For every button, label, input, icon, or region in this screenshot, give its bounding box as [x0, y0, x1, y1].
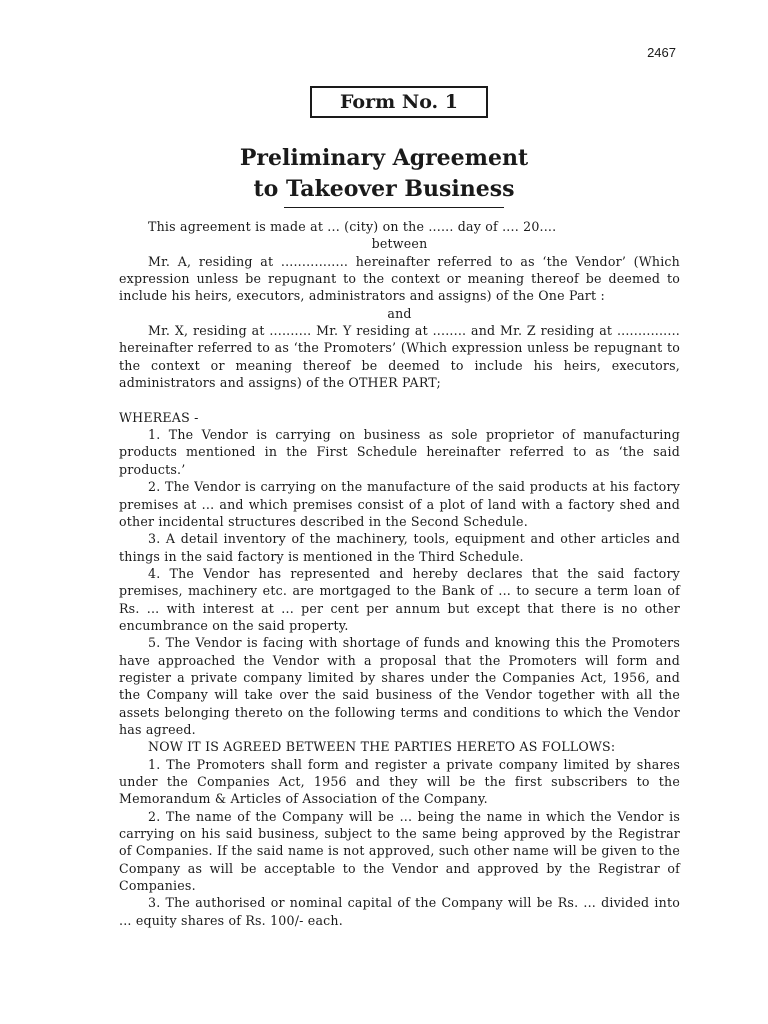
recital-3: 3. A detail inventory of the machinery, tools, equipment and other articles and things in the said factory is mentioned in the Third Schedule.	[119, 531, 680, 564]
form-number-label: Form No. 1	[339, 91, 458, 113]
paragraph-agreed: NOW IT IS AGREED BETWEEN THE PARTIES HERETO AS FOLLOWS:	[148, 739, 616, 755]
document-title	[0, 143, 768, 205]
page-number: 2467	[647, 45, 676, 60]
title-line-2: to Takeover Business	[253, 176, 515, 202]
paragraph-promoters-party: Mr. X, residing at .......... Mr. Y residing at ........ and Mr. Z residing at ............... hereinafter referred to as ‘the Promoters’ (Which expression unless be repugnant to the context or meaning thereof be deemed to include his heirs, executors, administrators and assigns) of the OTHER PART;	[119, 323, 680, 391]
paragraph-intro: This agreement is made at ... (city) on the ...... day of .... 20....	[148, 219, 557, 234]
paragraph-vendor-party: Mr. A, residing at ................ hereinafter referred to as ‘the Vendor’ (Which expression unless be repugnant to the context or meaning thereof be deemed to include his heirs, executors, administrators and assigns) of the One Part :	[119, 253, 680, 304]
recital-4: 4. The Vendor has represented and hereby declares that the said factory premises, machinery etc. are mortgaged to the Bank of ... to secure a term loan of Rs. ... with interest at ... per cent per annum but except that there is no other encumbrance on the said property.	[119, 565, 680, 633]
clause-2: 2. The name of the Company will be ... being the name in which the Vendor is carrying on his said business, subject to the same being approved by the Registrar of Companies. If the said name is not approved, such other name will be given to the Company as will be acceptable to the Vendor and approved by the Registrar of Companies.	[119, 808, 680, 894]
agreement-body	[119, 218, 680, 929]
clause-1: 1. The Promoters shall form and register a private company limited by shares under the Companies Act, 1956 and they will be the first subscribers to the Memorandum & Articles of Association of the Company.	[119, 756, 680, 807]
paragraph-between: between	[371, 236, 428, 252]
form-number-box	[310, 86, 488, 118]
title-underline	[284, 207, 504, 208]
recital-5: 5. The Vendor is facing with shortage of funds and knowing this the Promoters have approached the Vendor with a proposal that the Promoters will form and register a private company limited by shares under the Companies Act, 1956, and the Company will take over the said business of the Vendor together with all the assets belonging thereto on the following terms and conditions to which the Vendor has agreed.	[119, 635, 680, 737]
paragraph-whereas: WHEREAS -	[119, 409, 199, 425]
blank-line	[119, 391, 680, 408]
title-line-1: Preliminary Agreement	[239, 145, 529, 171]
paragraph-and: and	[387, 305, 412, 321]
recital-2: 2. The Vendor is carrying on the manufacture of the said products at his factory premises at ... and which premises consist of a plot of land with a factory shed and other incidental structures described in the Second Schedule.	[119, 479, 680, 529]
recital-1: 1. The Vendor is carrying on business as sole proprietor of manufacturing products mentioned in the First Schedule hereinafter referred to as ‘the said products.’	[119, 427, 680, 477]
clause-3: 3. The authorised or nominal capital of the Company will be Rs. ... divided into ... equity shares of Rs. 100/- each.	[119, 895, 680, 928]
